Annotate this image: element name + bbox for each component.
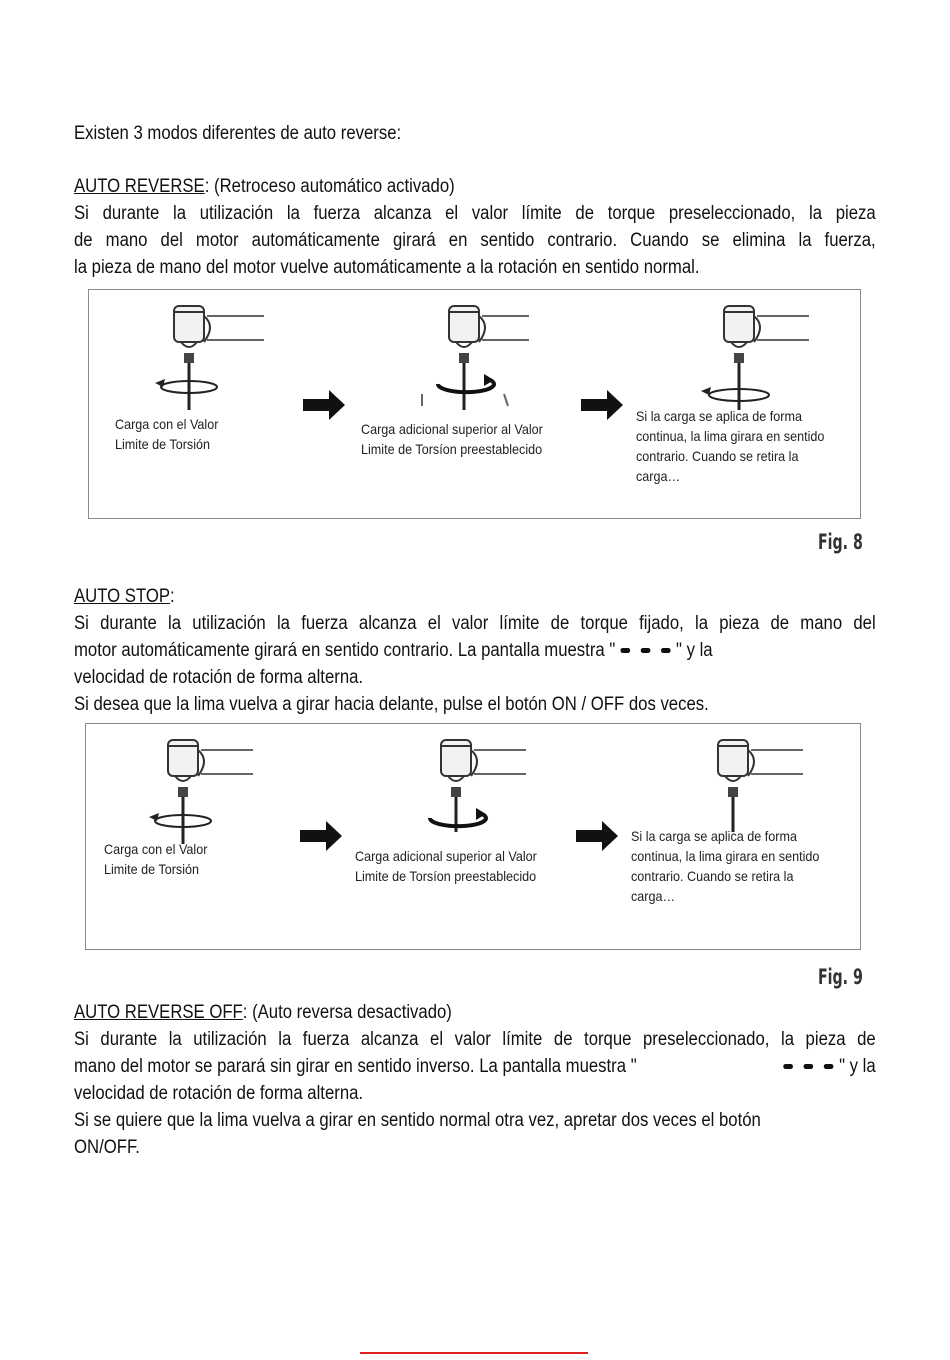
auto-reverse-off-line-5: ON/OFF.	[74, 1137, 140, 1158]
figure-9-label: Fig. 9	[818, 965, 863, 989]
auto-stop-heading: AUTO STOP	[74, 586, 171, 607]
auto-reverse-line-3: la pieza de mano del motor vuelve automáticamente a la rotación en sentido normal.	[74, 257, 700, 278]
fig8-caption-2: Carga adicional superior al Valor Limite de Torsíon preestablecido	[361, 421, 543, 457]
auto-reverse-heading: AUTO REVERSE	[74, 176, 205, 197]
handpiece-overload-icon	[416, 732, 546, 847]
dash-segment-icon	[804, 1064, 814, 1069]
handpiece-normal-rotation-icon	[143, 732, 273, 847]
fig9-caption-3: Si la carga se aplica de forma continua, la lima girara en sentido contrario. Cuando se retira la carga…	[631, 828, 820, 904]
auto-reverse-off-line-4: Si se quiere que la lima vuelva a girar en sentido normal otra vez, apretar dos veces el botón	[74, 1110, 761, 1131]
dash-segment-icon	[784, 1064, 794, 1069]
auto-reverse-off-line-1: Si durante la utilización la fuerza alcanza el valor límite de torque preseleccionado, la pieza de	[74, 1029, 876, 1050]
handpiece-overload-icon	[424, 298, 554, 413]
figure-8	[88, 289, 861, 519]
dash-segment-icon	[641, 648, 651, 653]
auto-reverse-off-section	[74, 999, 876, 1161]
right-arrow-icon	[581, 390, 625, 420]
figure-8-label: Fig. 8	[818, 530, 863, 554]
fig9-caption-1: Carga con el Valor Limite de Torsión	[104, 841, 208, 877]
fig8-caption-1: Carga con el Valor Limite de Torsión	[115, 416, 219, 452]
auto-stop-line-2: motor automáticamente girará en sentido contrario. La pantalla muestra " " y la	[74, 640, 713, 661]
auto-reverse-off-title: AUTO REVERSE OFF: (Auto reversa desactivado)	[74, 1002, 452, 1023]
auto-reverse-section	[74, 173, 876, 281]
auto-stop-title: AUTO STOP:	[74, 586, 175, 607]
auto-reverse-line-1: Si durante la utilización la fuerza alcanza el valor límite de torque preseleccionado, la pieza	[74, 203, 876, 224]
auto-stop-section	[74, 583, 876, 718]
handpiece-normal-rotation-icon	[149, 298, 279, 413]
auto-reverse-off-line-2: mano del motor se parará sin girar en sentido inverso. La pantalla muestra " " y la	[74, 1056, 876, 1077]
dash-segment-icon	[824, 1064, 834, 1069]
auto-reverse-title: AUTO REVERSE: (Retroceso automático activado)	[74, 176, 455, 197]
right-arrow-icon	[300, 821, 344, 851]
footer-divider	[360, 1352, 588, 1354]
handpiece-reverse-rotation-icon	[699, 298, 829, 413]
auto-stop-line-3: velocidad de rotación de forma alterna.	[74, 667, 364, 688]
dash-segment-icon	[661, 648, 671, 653]
auto-stop-line-4: Si desea que la lima vuelva a girar hacia delante, pulse el botón ON / OFF dos veces.	[74, 694, 709, 715]
dash-segment-icon	[621, 648, 631, 653]
auto-reverse-line-2: de mano del motor automáticamente girará en sentido contrario. Cuando se elimina la fuerza,	[74, 230, 876, 251]
right-arrow-icon	[576, 821, 620, 851]
fig9-caption-2: Carga adicional superior al Valor Limite de Torsíon preestablecido	[355, 848, 537, 884]
right-arrow-icon	[303, 390, 347, 420]
auto-reverse-off-line-3: velocidad de rotación de forma alterna.	[74, 1083, 364, 1104]
auto-stop-line-1: Si durante la utilización la fuerza alcanza el valor límite de torque fijado, la pieza de mano del	[74, 613, 876, 634]
figure-9	[85, 723, 861, 950]
intro-text: Existen 3 modos diferentes de auto reverse:	[74, 123, 402, 144]
auto-reverse-off-heading: AUTO REVERSE OFF	[74, 1002, 243, 1023]
fig8-caption-3: Si la carga se aplica de forma continua, la lima girara en sentido contrario. Cuando se retira la carga…	[636, 408, 825, 484]
